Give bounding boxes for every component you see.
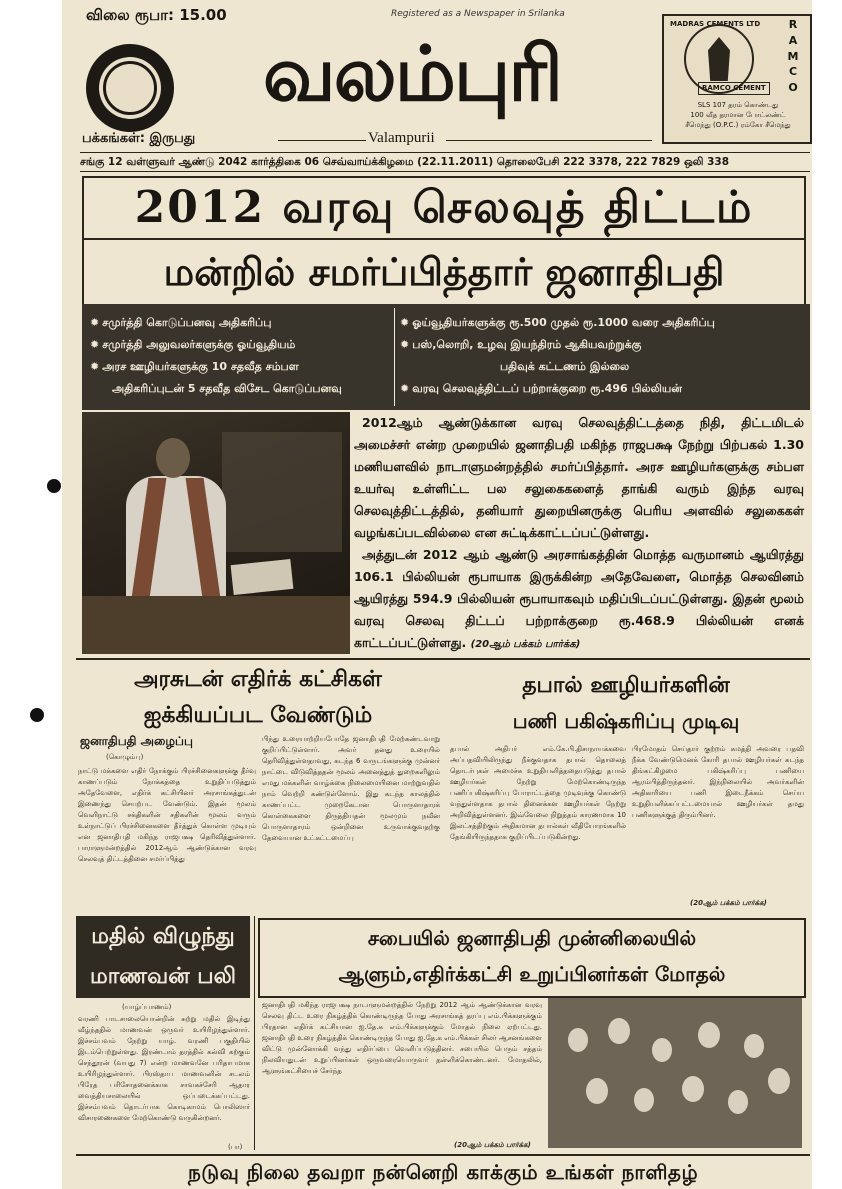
ramco-cement-advert — [662, 14, 812, 144]
side-story-credit: (பா) — [228, 1143, 243, 1151]
dateline-bar: சங்கு 12 வள்ளுவர் ஆண்டு 2042 கார்த்திகை 06 செவ்வாய்க்கிழமை (22.11.2011) தொலைபேசி 222 3378, 222 7829 ஒலி 338 — [80, 152, 810, 172]
highlight-item — [90, 356, 390, 378]
mid-story-column-1: தபால் அதிபர் எம்.கே.பி.திசாநாயக்கவை அப்பதவியிலிருந்து நீக்குவதாக தபால் தொலைத் தொடர்புகள் அமைச்சு உறுதியளித்ததையடுத்து தபால் ஊழியர்கள் நேற்று மேற்கொண்டிருந்த பணிப்பகிஷ்கரிப்பு போராட்டத்தை முடிவுக்கு கொண்டு வந்துள்ளதாக தபால் தினைக்கள ஊழியர்கள் நேற்று அறிவித்துள்ளனர். இவ்வேலை நிறுத்தம் காரணமாக 10 இலட்சத்திற்கும் அதிகமான தபால்கள் வீதியோரங்களில் தேங்கியிருந்ததாக குறிப்பிடப்படுகின்றது. — [450, 745, 626, 841]
lead-paragraph — [354, 544, 804, 656]
lead-headline-1: 2012 வரவு செலவுத் திட்டம் — [82, 176, 806, 240]
advert-company: MADRAS CEMENTS LTD — [670, 20, 761, 28]
highlight-text: பதிவுக் கட்டணம் இல்லை — [500, 360, 630, 373]
highlight-text: அரச ஊழியர்களுக்கு 10 சதவீத சம்பள — [102, 360, 299, 373]
highlight-item — [400, 312, 805, 334]
divider — [446, 140, 652, 141]
bullet-icon: ✹ — [90, 360, 100, 373]
side-story-body: வரணி பாடசாலையொன்றின் சுற்று மதில் இடிந்து வீழ்ந்ததில் மாணவன் ஒருவர் உயிரிழந்துள்ளார். இச்சம்பவம் நேற்று யாழ். வரணி பகுதியில் இடம்பெற்றுள்ளது. இரண்டாம் தரத்தில் கல்வி கற்கும் செந்தூரன் (வயது 7) என்ற மாணவனே பரிதாபமாக உயிரிழந்துள்ளார். பிரஸ்தாப மாணவனின் சடலம் பிரேத பரிசோதனைக்காக சாவகச்சேரி ஆதார வைத்தியசாலையில் ஒப்படைக்கப்பட்டது. இச்சம்பவம் தொடர்பாக கொடிகாமம் பொலிஸார் விசாரணைகளை மேற்கொண்டு வருகின்றனர். — [78, 1015, 250, 1122]
president-speech-photo — [82, 412, 350, 654]
advert-letter: O — [788, 81, 798, 94]
mid-story-headline-1: தபால் ஊழியர்களின் — [522, 672, 730, 698]
highlight-item — [400, 334, 805, 356]
highlight-text: அதிகரிப்புடன் 5 சதவீத விசேட கொடுப்பனவு — [112, 382, 342, 395]
lead-headline-2: மன்றில் சமர்ப்பித்தார் ஜனாதிபதி — [82, 238, 806, 306]
highlight-item — [400, 356, 805, 378]
left-story-headline-1: அரசுடன் எதிர்க் கட்சிகள் — [134, 666, 382, 692]
parliament-clash-photo — [548, 998, 802, 1148]
cover-price: விலை ரூபா: 15.00 — [86, 6, 227, 24]
bullet-icon: ✹ — [400, 382, 410, 395]
bullet-icon: ✹ — [90, 338, 100, 351]
highlights-right — [400, 312, 805, 400]
continued-note: (20ஆம் பக்கம் பார்க்க) — [690, 899, 767, 907]
newspaper-page — [62, 0, 812, 1189]
lead-paragraph: 2012ஆம் ஆண்டுக்கான வரவு செலவுத்திட்டத்தை நிதி, திட்டமிடல் அமைச்சர் என்ற முறையில் ஜனாதிபதி மகிந்த ராஜபக்ஷ நேற்று பிற்பகல் 1.30 மணியளவில் நாடாளுமன்றத்தில் சமர்ப்பித்தார். அரச ஊழியர்களுக்கு சம்பள உயர்வு உள்ளிட்ட பல சலுகைகளைத் தாங்கி வரும் இந்த வரவு செலவுத்திட்டத்தில், தனியார் துறையினருக்கு பெரிய அளவில் சலுகைகள் வழங்கப்படவில்லை என சுட்டிக்காட்டப்பட்டுள்ளது. — [354, 415, 804, 540]
side-story-dateline: (யாழ்ப்பாணம்) — [122, 1003, 172, 1011]
mid-story-column-2: பிரமோதம் செய்தார் குற்றம் சுமத்தி அவரை பதவி நீக்க வேண்டுமெனக் கோரி தபால் ஊழியர்கள் கடந்த திங்கட்கிழமை பகிஷ்கரிப்பு பணியை ஆரம்பித்திருந்தனர். இந்நிலையில் அவர்களின் அதிகாரியை பணி இடைநீக்கம் செய்ய உறுதியளிக்கப்பட்டமையால் ஊழியர்கள் தமது பணிகளுக்குத் திரும்பினர். — [632, 745, 804, 819]
side-story-headline-1: மதில் விழுந்து — [91, 923, 235, 949]
advert-line: SLS 107 தரம் கொண்டது — [697, 101, 779, 109]
bottom-story-body: ஜனாதிபதி மகிந்த ராஜபக்ஷ நாடாளுமன்றத்தில் நேற்று 2012 ஆம் ஆண்டுக்கான வரவு செலவு திட்ட உரை நிகழ்த்திக் கொண்டிருந்த போது அரசாங்கத் தரப்பு எம்.பிக்களுக்கும் பிரதான எதிர்க் கட்சியான ஐ.தே.க எம்.பிக்களுக்கும் மோதல் நிலை ஏற்பட்டது. ஜனாதிபதி உரை நிகழ்த்திக் கொண்டிருந்த போது ஐ.தே.க எம்.பிக்கள் சிலர் ஆசனங்களை விட்டு முன்னோக்கி வந்து எதிர்ப்பை வெளிப்படுத்தினர். சபையில் பெரும் சத்தம் நிலவியதுடன் உறுப்பினர்கள் ஒருவரையொருவர் தள்ளிக்கொண்டனர். மோதலில், ஆளுங்கட்சியைச் சேர்ந்த — [262, 1001, 542, 1075]
highlight-item — [90, 378, 390, 400]
conch-emblem-icon — [86, 44, 174, 132]
advert-letter: R — [788, 18, 798, 31]
advert-letter: C — [788, 65, 798, 79]
advert-copy — [670, 100, 806, 130]
bottom-story-headline-1: சபையில் ஜனாதிபதி முன்னிலையில் — [367, 926, 697, 950]
highlight-text: வரவு செலவுத்திட்டப் பற்றாக்குறை ரூ.496 பில்லியன் — [412, 382, 682, 395]
bullet-icon: ✹ — [400, 338, 410, 351]
advert-line: சீமெந்து (O.P.C.) ரம்கோ சீமெந்து — [685, 121, 791, 129]
highlight-item — [90, 312, 390, 334]
left-story-headline-2: ஐக்கியப்பட வேண்டும் — [143, 702, 373, 728]
lead-highlights — [82, 304, 810, 410]
registration-note: Registered as a Newspaper in Srilanka — [391, 9, 565, 19]
highlight-text: சமுர்த்தி அலுவலர்களுக்கு ஓய்வூதியம் — [102, 338, 296, 351]
continued-note: (20ஆம் பக்கம் பார்க்க) — [454, 1141, 531, 1149]
newspaper-title: வலம்புரி — [262, 29, 562, 118]
highlight-text: பஸ்,லொறி, உழவு இயந்திரம் ஆகியவற்றுக்கு — [412, 338, 642, 351]
lead-paragraph-text: அத்துடன் 2012 ஆம் ஆண்டு அரசாங்கத்தின் மொத்த வருமானம் ஆயிரத்து 106.1 பில்லியன் ரூபாயாக இருக்கின்ற அதேவேளை, மொத்த செலவினம் ஆயிரத்து 594.9 பில்லியன் ரூபாயாகவும் மதிப்பிடப்பட்டுள்ளது. இதன் மூலம் வரவு செலவு திட்டப் பற்றாக்குறை ரூ.468.9 பில்லியன் எனக் காட்டப்பட்டுள்ளது. — [354, 547, 804, 650]
column-divider — [254, 916, 255, 1150]
left-story-column-2: பிந்து உரையாற்றியபோதே ஜனாதிபதி மேற்கண்டவாறு குறிப்பிட்டுள்ளார். அவர் தனது உரையில் தெரிவித்துள்ளதாவது, கடந்த 6 வருடங்களுக்கு முன்னர் நாட்டை விடுவித்ததன் மூலம் அனைத்துத் துறைகளிலும் எமது மக்களின் வாழ்க்கை நிலைமையினை மாற்றுவதில் நாம் வெற்றி கண்டுள்ளோம். இது கடந்த காலத்தில் காணப்பட்ட முறைகேடான பொருளாதாரக் கொள்கைகளை திருத்தியதன் மூலமும் நவீன பொருளாதாரம் ஒன்றினை உருவாக்குவதற்கு தேவையான உட்கட்டமைப்பு — [262, 735, 440, 842]
advert-letter: M — [787, 49, 799, 63]
highlights-left — [90, 312, 390, 400]
bullet-icon: ✹ — [90, 316, 100, 329]
highlight-item — [90, 334, 390, 356]
lead-story-body — [354, 412, 804, 656]
highlight-text: ஓய்வூதியர்களுக்கு ரூ.500 முதல் ரூ.1000 வரை அதிகரிப்பு — [412, 316, 715, 329]
punch-hole-top — [47, 479, 61, 493]
continued-note: (20ஆம் பக்கம் பார்க்க) — [470, 639, 581, 650]
side-story-headline-2: மாணவன் பலி — [89, 963, 237, 989]
bottom-story-headline-box — [258, 918, 806, 998]
advert-line: 100 வீத தரமான போட்லண்ட் — [690, 111, 786, 119]
footer-motto: நடுவு நிலை தவறா நன்னெறி காக்கும் உங்கள் நாளிதழ் — [76, 1154, 810, 1186]
section-divider — [76, 658, 810, 660]
bullet-icon: ✹ — [400, 316, 410, 329]
bottom-story-headline-2: ஆளும்,எதிர்க்கட்சி உறுப்பினர்கள் மோதல் — [338, 962, 726, 986]
advert-letter: A — [788, 33, 798, 47]
newspaper-title-latin: Valampurii — [368, 130, 435, 146]
mid-story-headline-2: பணி பகிஷ்கரிப்பு முடிவு — [512, 709, 740, 733]
divider — [394, 308, 395, 406]
advert-side-letters — [782, 18, 804, 94]
left-story-subhead: ஜனாதிபதி அழைப்பு — [80, 734, 193, 748]
advert-brand: RAMCO CEMENT — [698, 82, 770, 95]
highlight-text: சமுர்த்தி கொடுப்பனவு அதிகரிப்பு — [102, 316, 272, 329]
punch-hole-bottom — [30, 708, 44, 722]
divider — [278, 140, 366, 141]
highlight-item — [400, 378, 805, 400]
side-story-headline-box — [76, 916, 250, 998]
left-story-dateline: (கொழும்பு) — [106, 753, 144, 761]
page-count: பக்கங்கள்: இருபது — [82, 131, 196, 146]
left-story-column-1: நாட்டு மக்களை எதிர் நோக்கும் பிரச்சினைகளுக்கு தீர்வு காணப்படும் நோக்கத்தை உறுதிப்படுத்தும் அதேவேளை, எதிர்க் கட்சியினர் அரசாங்கத்துடன் இணைந்து செயற்பட வேண்டும். இதன் மூலம் வெளிநாட்டு சக்திகளின் சதிகளின் மூலம் வரும் உள்நாட்டுப் பிரச்சினைகளை தீர்த்துக் கொள்ள முடியும் என ஜனாதிபதி மகிந்த ராஜபக்ஷ தெரிவித்துள்ளார். பாராளுமன்றத்தில் 2012ஆம் ஆண்டுக்கான வரவு செலவுத் திட்டத்தினை சமர்ப்பித்து — [78, 767, 256, 863]
